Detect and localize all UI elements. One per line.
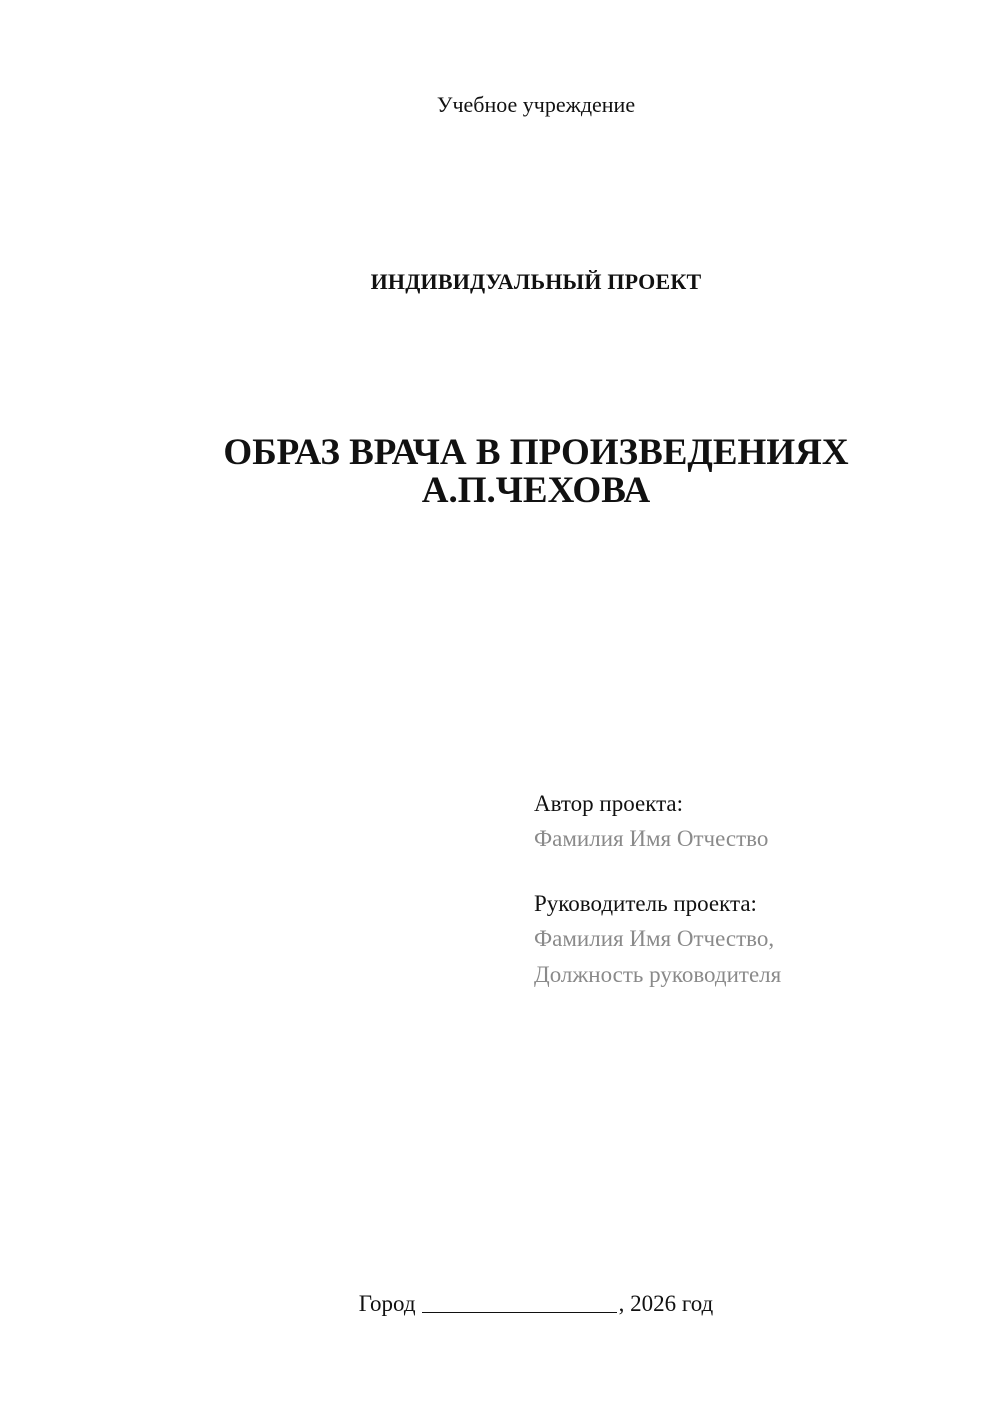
author-block xyxy=(534,786,974,857)
city-blank-line xyxy=(422,1292,617,1313)
project-title xyxy=(0,434,1000,510)
project-title-line-1: ОБРАЗ ВРАЧА В ПРОИЗВЕДЕНИЯХ xyxy=(223,432,849,473)
supervisor-label: Руководитель проекта: xyxy=(534,891,757,916)
city-year-line xyxy=(0,1289,1000,1319)
year-text: , 2026 год xyxy=(618,1291,714,1316)
credits-block xyxy=(534,786,974,1022)
institution-name: Учебное учреждение xyxy=(436,92,636,117)
project-title-line-2: А.П.ЧЕХОВА xyxy=(421,470,651,511)
document-type: ИНДИВИДУАЛЬНЫЙ ПРОЕКТ xyxy=(370,269,702,294)
author-label: Автор проекта: xyxy=(534,791,683,816)
supervisor-position: Должность руководителя xyxy=(534,962,782,987)
supervisor-name: Фамилия Имя Отчество, xyxy=(534,926,775,951)
supervisor-block xyxy=(534,886,974,993)
author-name: Фамилия Имя Отчество xyxy=(534,826,769,851)
city-label: Город xyxy=(358,1291,416,1316)
